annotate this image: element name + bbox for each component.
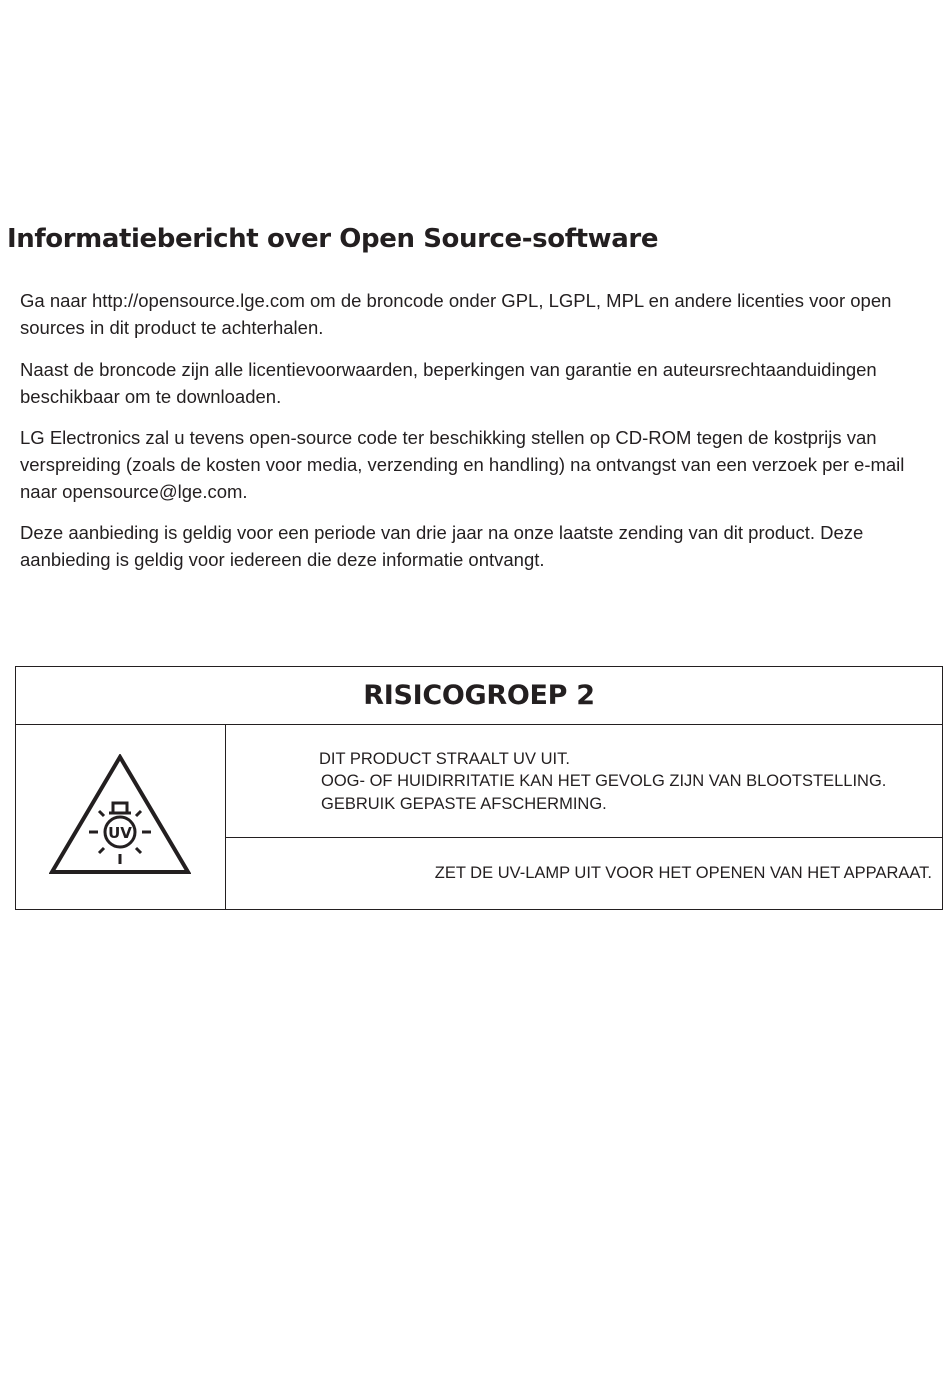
- uv-warning-triangle-icon: [49, 754, 191, 878]
- risk-group-heading: RISICOGROEP 2: [16, 667, 942, 725]
- warning-icon-cell: [16, 725, 226, 909]
- paragraph-license-terms: Naast de broncode zijn alle licentievoorwaarden, beperkingen van garantie en auteursrechtaanduidingen beschikbaar om te downloaden.: [20, 359, 877, 407]
- page-title: Informatiebericht over Open Source-software: [7, 224, 659, 254]
- warning-line-irritation: OOG- OF HUIDIRRITATIE KAN HET GEVOLG ZIJN VAN BLOOTSTELLING.: [321, 772, 887, 790]
- paragraph-source-code: Ga naar http://opensource.lge.com om de broncode onder GPL, LGPL, MPL en andere licenties voor open sources in dit product te achterhalen.: [20, 290, 892, 338]
- lamp-instruction-text: ZET DE UV-LAMP UIT VOOR HET OPENEN VAN HET APPARAAT.: [434, 864, 932, 882]
- lamp-instruction-cell: [226, 838, 942, 909]
- paragraph-cd-rom-offer: LG Electronics zal u tevens open-source code ter beschikking stellen op CD-ROM tegen de kostprijs van verspreiding (zoals de kosten voor media, verzending en handling) na ontvangst van een verzoek per e-mail naar opensource@lge.com.: [20, 427, 905, 502]
- uv-icon-label: UV: [108, 824, 132, 842]
- uv-warning-cell: [226, 725, 942, 838]
- warning-line-uv-emission: DIT PRODUCT STRAALT UV UIT.: [319, 750, 570, 768]
- risk-group-table: [15, 666, 943, 910]
- warning-line-shielding: GEBRUIK GEPASTE AFSCHERMING.: [321, 795, 607, 813]
- paragraph-offer-validity: Deze aanbieding is geldig voor een periode van drie jaar na onze laatste zending van dit product. Deze aanbieding is geldig voor iedereen die deze informatie ontvangt.: [20, 522, 864, 570]
